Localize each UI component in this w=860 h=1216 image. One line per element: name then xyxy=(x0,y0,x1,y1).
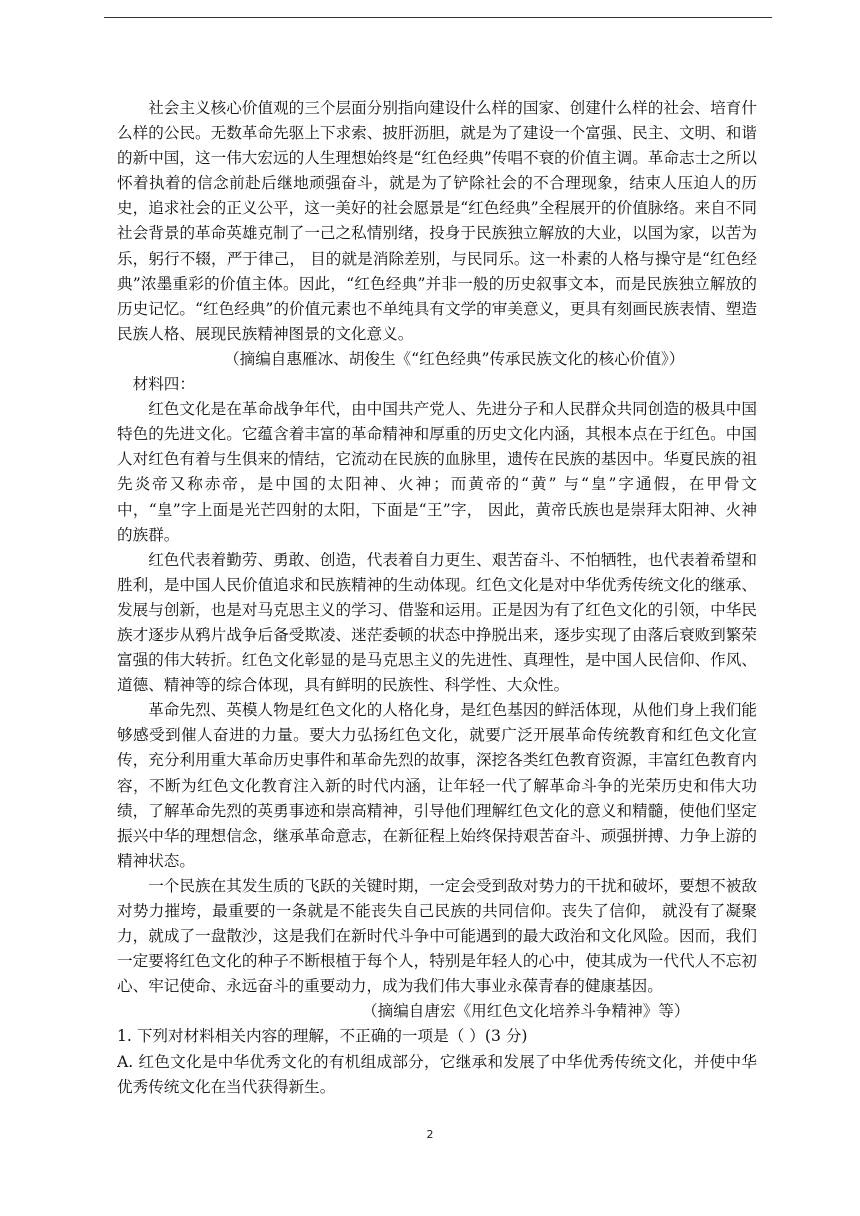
material4-source: （摘编自唐宏《用红色文化培养斗争精神》等） xyxy=(362,1002,690,1021)
header-rule xyxy=(104,17,772,18)
material3-source: （摘编自惠雁冰、胡俊生《“红色经典”传承民族文化的核心价值》） xyxy=(224,349,685,368)
page-content xyxy=(117,96,757,1100)
page-number: 2 xyxy=(426,1128,434,1141)
material4-paragraph-4: 一个民族在其发生质的飞跃的关键时期，一定会受到敌对势力的干扰和破坏，要想不被敌对势力摧垮，最重要的一条就是不能丧失自己民族的共同信仰。丧失了信仰， 就没有了凝聚力，就成了一盘散沙，这是我们在新时代斗争中可能遇到的最大政治和文化风险。因而，我们一定要将红色文化的种子不断根植于每个人，特别是年轻人的心中，使其成为一代代人不忘初心、牢记使命、永远奋斗的重要动力，成为我们伟大事业永葆青春的健康基因。 xyxy=(117,876,757,996)
material4-paragraph-1: 红色文化是在革命战争年代，由中国共产党人、先进分子和人民群众共同创造的极具中国特色的先进文化。它蕴含着丰富的革命精神和厚重的历史文化内涵，其根本点在于红色。中国人对红色有着与生俱来的情结，它流动在民族的血脉里，遗传在民族的基因中。华夏民族的祖先炎帝又称赤帝，是中国的太阳神、火神；而黄帝的“黄” 与“皇”字通假，在甲骨文中，“皇”字上面是光芒四射的太阳，下面是“王”字， 因此，黄帝氏族也是崇拜太阳神、火神的族群。 xyxy=(117,400,757,544)
material3-paragraph: 社会主义核心价值观的三个层面分别指向建设什么样的国家、创建什么样的社会、培育什么样的公民。无数革命先驱上下求索、披肝沥胆，就是为了建设一个富强、民主、文明、和谐的新中国，这一伟大宏远的人生理想始终是“红色经典”传唱不衰的价值主调。革命志士之所以怀着执着的信念前赴后继地顽强奋斗，就是为了铲除社会的不合理现象，结束人压迫人的历史，追求社会的正义公平，这一美好的社会愿景是“红色经典”全程展开的价值脉络。来自不同社会背景的革命英雄克制了一己之私情别绪，投身于民族独立解放的大业，以国为家，以苦为乐，躬行不辍，严于律己， 目的就是消除差别，与民同乐。这一朴素的人格与操守是“红色经典”浓墨重彩的价值主体。因此，“红色经典”并非一般的历史叙事文本，而是民族独立解放的历史记忆。“红色经典”的价值元素也不单纯具有文学的审美意义，更具有刻画民族表情、塑造民族人格、展现民族精神图景的文化意义。 xyxy=(117,99,757,343)
material4-paragraph-3: 革命先烈、英模人物是红色文化的人格化身，是红色基因的鲜活体现，从他们身上我们能够感受到催人奋进的力量。要大力弘扬红色文化，就要广泛开展革命传统教育和红色文化宣传，充分利用重大革命历史事件和革命先烈的故事，深挖各类红色教育资源，丰富红色教育内容，不断为红色文化教育注入新的时代内涵，让年轻一代了解革命斗争的光荣历史和伟大功绩，了解革命先烈的英勇事迹和崇高精神，引导他们理解红色文化的意义和精髓，使他们坚定振兴中华的理想信念，继承革命意志，在新征程上始终保持艰苦奋斗、顽强拼搏、力争上游的精神状态。 xyxy=(117,701,757,870)
material4-paragraph-2: 红色代表着勤劳、勇敢、创造，代表着自力更生、艰苦奋斗、不怕牺牲，也代表着希望和胜利，是中国人民价值追求和民族精神的生动体现。红色文化是对中华优秀传统文化的继承、发展与创新，也是对马克思主义的学习、借鉴和运用。正是因为有了红色文化的引领，中华民族才逐步从鸦片战争后备受欺凌、迷茫委顿的状态中挣脱出来，逐步实现了由落后衰败到繁荣富强的伟大转折。红色文化彰显的是马克思主义的先进性、真理性，是中国人民信仰、作风、道德、精神等的综合体现，具有鲜明的民族性、科学性、大众性。 xyxy=(117,550,757,695)
material4-label: 材料四： xyxy=(132,375,195,394)
question-1-stem: 1. 下列对材料相关内容的理解，不正确的一项是（ ）(3 分) xyxy=(117,1027,528,1046)
question-1-option-a: A. 红色文化是中华优秀文化的有机组成部分，它继承和发展了中华优秀传统文化，并使中华优秀传统文化在当代获得新生。 xyxy=(117,1052,757,1096)
